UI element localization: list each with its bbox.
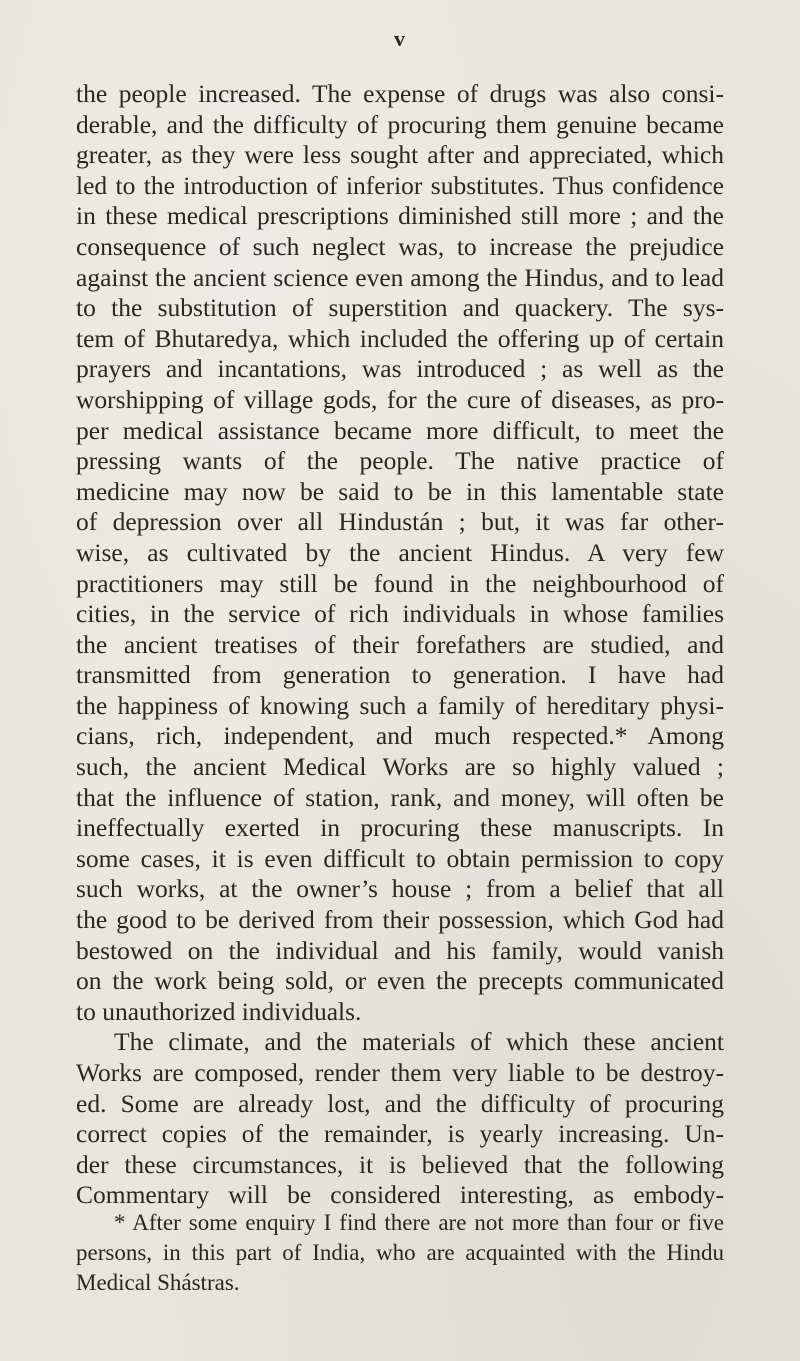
text-line: Commentary will be considered interesting, as embody- — [76, 1180, 724, 1210]
footnote-line: * After some enquiry I find there are not more than four or five — [114, 1210, 724, 1235]
text-line: per medical assistance became more difficult, to meet the — [76, 415, 724, 445]
text-line: such works, at the owner’s house ; from a belief that all — [76, 874, 724, 904]
text-line: consequence of such neglect was, to increase the prejudice — [76, 231, 724, 261]
text-line: in these medical prescriptions diminished still more ; and the — [76, 201, 724, 231]
text-line: wise, as cultivated by the ancient Hindus. A very few — [76, 537, 724, 567]
text-line: worshipping of village gods, for the cure of diseases, as pro- — [76, 384, 724, 414]
text-line: on the work being sold, or even the precepts communicated — [76, 966, 724, 996]
text-line: transmitted from generation to generation. I have had — [76, 660, 724, 690]
text-line: pressing wants of the people. The native practice of — [76, 446, 724, 476]
footnote-line: persons, in this part of India, who are acquainted with the Hindu — [76, 1240, 724, 1265]
footnote — [76, 1208, 724, 1298]
text-line: some cases, it is even difficult to obtain permission to copy — [76, 843, 724, 873]
text-line: the people increased. The expense of drugs was also consi- — [76, 79, 724, 108]
text-line: ineffectually exerted in procuring these manuscripts. In — [76, 813, 724, 843]
text-line: The climate, and the materials of which these ancient — [114, 1027, 724, 1057]
text-line: the happiness of knowing such a family of hereditary physi- — [76, 690, 724, 720]
text-line: der these circumstances, it is believed that the following — [76, 1149, 724, 1179]
text-line: tem of Bhutaredya, which included the offering up of certain — [76, 323, 724, 353]
text-line: against the ancient science even among the Hindus, and to lead — [76, 262, 724, 292]
text-line: correct copies of the remainder, is yearly increasing. Un- — [76, 1119, 724, 1149]
text-line: bestowed on the individual and his family, would vanish — [76, 935, 724, 965]
text-line: medicine may now be said to be in this lamentable state — [76, 476, 724, 506]
text-line: led to the introduction of inferior substitutes. Thus confidence — [76, 170, 724, 200]
text-line: such, the ancient Medical Works are so highly valued ; — [76, 752, 724, 782]
text-line: ed. Some are already lost, and the difficulty of procuring — [76, 1088, 724, 1118]
text-line: that the influence of station, rank, and money, will often be — [76, 782, 724, 812]
text-line: Works are composed, render them very liable to be destroy- — [76, 1058, 724, 1087]
text-line: to unauthorized individuals. — [76, 996, 362, 1026]
text-line: derable, and the difficulty of procuring them genuine became — [76, 109, 724, 139]
text-line: greater, as they were less sought after and appreciated, which — [76, 140, 724, 170]
text-line: prayers and incantations, was introduced ; as well as the — [76, 354, 724, 384]
text-line: the good to be derived from their possession, which God had — [76, 905, 724, 935]
footnote-line: Medical Shástras. — [76, 1270, 240, 1295]
text-line: of depression over all Hindustán ; but, it was far other- — [76, 507, 724, 537]
text-line: practitioners may still be found in the neighbourhood of — [76, 568, 724, 598]
body-text — [76, 79, 724, 1211]
text-line: cians, rich, independent, and much respected.* Among — [76, 721, 724, 751]
text-line: the ancient treatises of their forefathers are studied, and — [76, 629, 724, 659]
text-line: cities, in the service of rich individuals in whose families — [76, 599, 724, 629]
text-line: to the substitution of superstition and quackery. The sys- — [76, 293, 724, 323]
page-number: v — [394, 26, 406, 51]
